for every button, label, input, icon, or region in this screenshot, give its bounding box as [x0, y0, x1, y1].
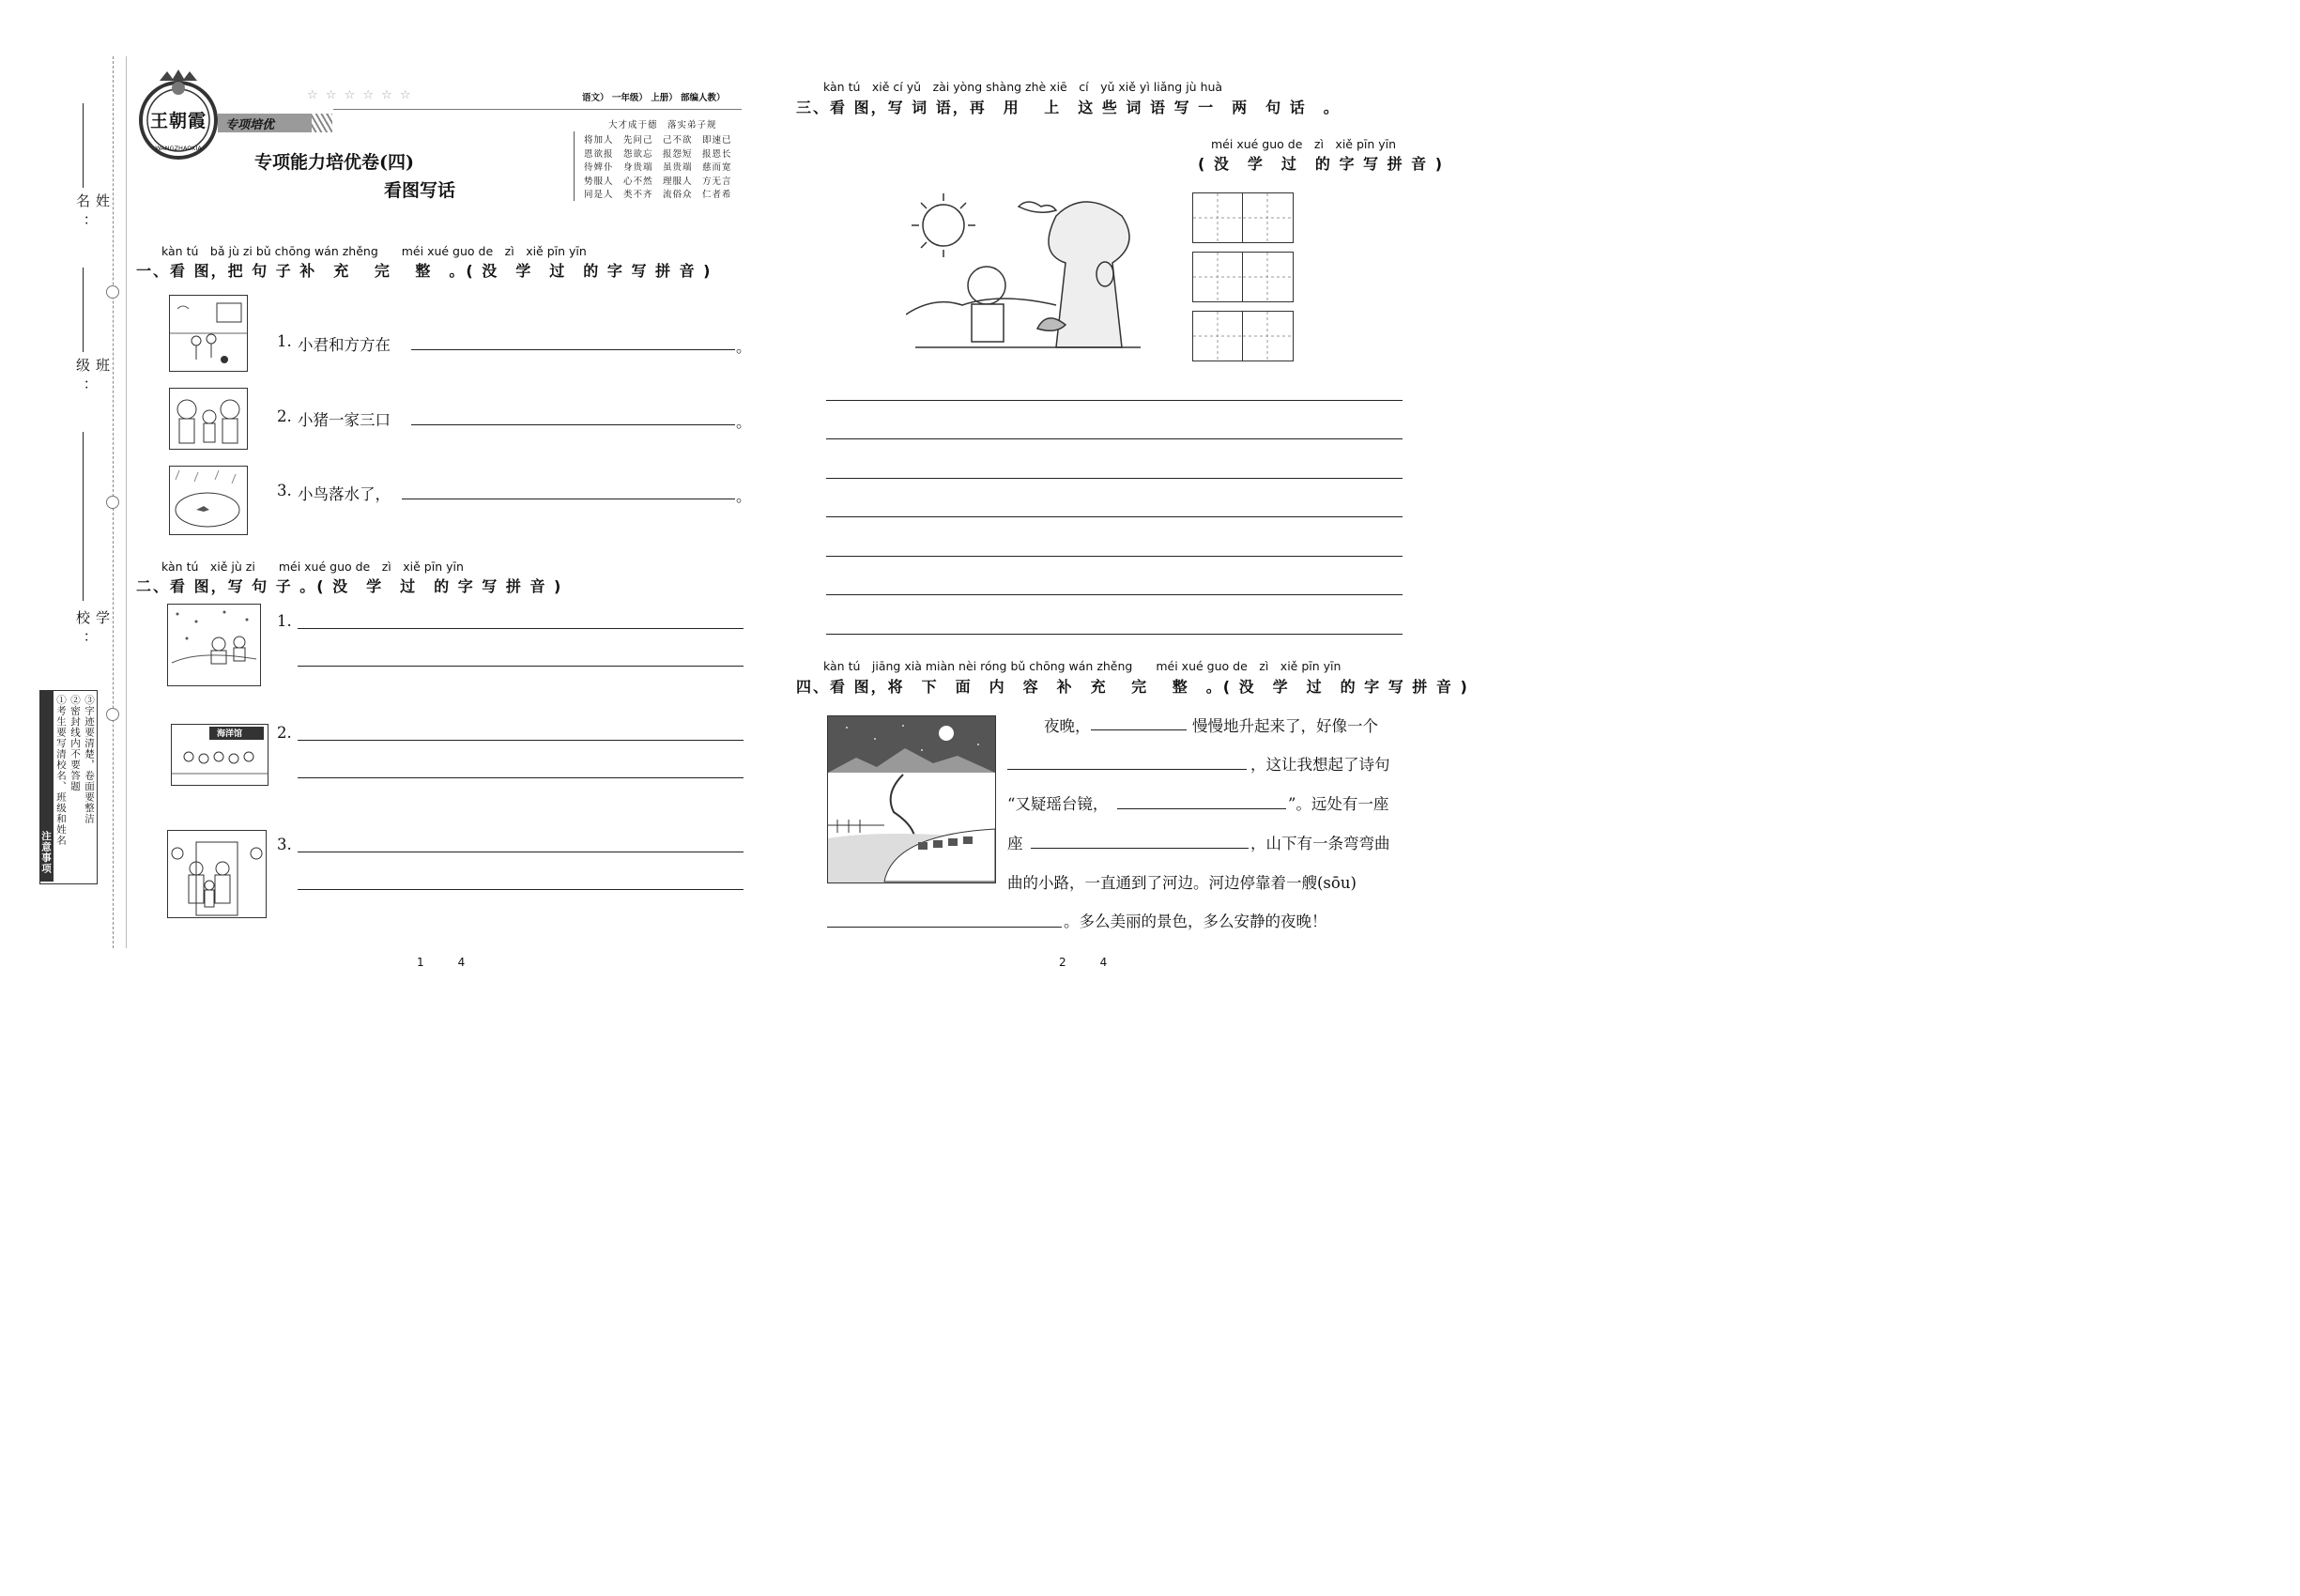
q1-item-num: 3. — [277, 482, 292, 499]
school-label: 学 校： — [74, 610, 111, 653]
q1-answer-line[interactable] — [411, 349, 735, 350]
difficulty-stars: ☆ ☆ ☆ ☆ ☆ ☆ — [307, 88, 413, 102]
q4-text-p1a: 夜晚， — [1044, 717, 1091, 735]
q3-word-grid[interactable] — [1192, 311, 1294, 361]
poem-row: 将加人 先问己 己不欲 即速已 — [584, 135, 732, 146]
q2-pinyin: kàn tú xiě jù zi méi xué guo de zì xiě pīn yīn — [161, 560, 464, 574]
notice-item: ②密封线内不要答题 — [69, 695, 81, 792]
q1-item-end: 。 — [736, 413, 752, 431]
notice-item: ③字迹要清楚，卷面要整洁 — [84, 695, 95, 824]
poem-row: 恩欲报 怨欲忘 报怨短 报恩长 — [584, 148, 732, 160]
q2-answer-line[interactable] — [298, 666, 744, 667]
q1-picture-bird — [169, 466, 248, 535]
page-title: 专项能力培优卷(四) — [254, 152, 414, 173]
q4-text-p1b: 慢慢地升起来了，好像一个 — [1192, 717, 1378, 735]
q2-item-num: 1. — [277, 612, 292, 630]
page-number-right: 2 4 — [1059, 956, 1108, 969]
q4-blank-2[interactable] — [1007, 769, 1247, 770]
tag-row: 语文） 一年级） 上册） 部编人教） — [582, 93, 726, 103]
header-rule — [333, 109, 742, 110]
q3-writing-line[interactable] — [826, 516, 1403, 517]
q2-answer-line[interactable] — [298, 777, 744, 778]
q4-blank-1[interactable] — [1091, 729, 1187, 730]
q4-text-p6: 。多么美丽的景色，多么安静的夜晚！ — [1064, 913, 1327, 930]
q3-writing-line[interactable] — [826, 400, 1403, 401]
q2-item-num: 3. — [277, 836, 292, 853]
grade-tag: 一年级 — [611, 93, 639, 103]
q3-note-pinyin: méi xué guo de zì xiě pīn yīn — [1211, 137, 1397, 151]
q4-blank-5[interactable] — [827, 927, 1062, 928]
q3-word-grid[interactable] — [1192, 192, 1294, 243]
class-field[interactable] — [68, 268, 111, 408]
q3-writing-line[interactable] — [826, 556, 1403, 557]
q4-text-p5: 曲的小路，一直通到了河边。河边停靠着一艘(sōu) — [1007, 874, 1357, 892]
margin-solid-line — [126, 56, 127, 948]
school-line — [83, 432, 84, 601]
q2-answer-line[interactable] — [298, 740, 744, 741]
q4-text-p2: ，这让我想起了诗句 — [1250, 756, 1390, 774]
q1-item-text: 小鸟落水了， — [298, 485, 391, 503]
poem-row: 待婢仆 身贵端 虽贵端 慈而宽 — [584, 162, 732, 173]
q3-title: 三、看 图，写 词 语，再 用 上 这 些 词 语 写 一 两 句 话 。 — [796, 99, 1341, 116]
subject-tag: 语文 — [582, 93, 601, 103]
q4-pinyin: kàn tú jiāng xià miàn nèi róng bǔ chōng wán zhěng méi xué guo de zì xiě pīn yīn — [823, 659, 1342, 673]
notice-box — [39, 690, 98, 884]
q1-picture-soccer — [169, 295, 248, 372]
q3-word-grid[interactable] — [1192, 252, 1294, 302]
q3-writing-line[interactable] — [826, 594, 1403, 595]
q1-title: 一、看 图，把 句 子 补 充 完 整 。( 没 学 过 的 字 写 拼 音 ) — [136, 262, 713, 280]
q1-item-num: 1. — [277, 332, 292, 350]
brand-logo — [131, 68, 225, 161]
q2-item-num: 2. — [277, 724, 292, 742]
q4-text-p3a: “又疑瑶台镜， — [1007, 795, 1109, 813]
poem-rule — [574, 131, 575, 201]
q3-writing-line[interactable] — [826, 478, 1403, 479]
seal-icon — [106, 496, 119, 509]
term-tag: 上册 — [651, 93, 669, 103]
q1-item-text: 小君和方方在 — [298, 336, 391, 354]
class-line — [83, 268, 84, 352]
logo-text: 王朝霞 — [149, 111, 207, 131]
poem-row: 同是人 类不齐 流俗众 仁者希 — [584, 190, 732, 200]
seal-icon — [106, 285, 119, 299]
q4-picture-night — [827, 715, 996, 883]
q4-text-p4a: 座 — [1007, 835, 1023, 852]
poem-row: 势服人 心不然 理服人 方无言 — [584, 176, 732, 187]
page-subtitle: 看图写话 — [384, 180, 456, 201]
q2-title: 二、看 图，写 句 子 。( 没 学 过 的 字 写 拼 音 ) — [136, 577, 563, 595]
q3-writing-line[interactable] — [826, 634, 1403, 635]
q1-item-end: 。 — [736, 487, 752, 505]
q2-answer-line[interactable] — [298, 889, 744, 890]
q2-pic-sign: 海洋馆 — [217, 729, 243, 739]
edition-tag: 部编人教 — [681, 93, 717, 103]
q4-blank-3[interactable] — [1117, 808, 1286, 809]
q2-picture-aquarium — [171, 724, 268, 786]
notice-item: ①考生要写清校名、班级和姓名 — [55, 695, 67, 846]
name-line — [83, 103, 84, 188]
q2-picture-snow — [167, 604, 261, 686]
class-label: 班 级： — [74, 358, 111, 401]
q4-text-p3b: ”。远处有一座 — [1288, 795, 1389, 813]
q3-note: ( 没 学 过 的 字 写 拼 音 ) — [1198, 155, 1445, 173]
q3-picture-forest — [906, 188, 1150, 361]
q4-blank-4[interactable] — [1031, 848, 1249, 849]
seal-icon — [106, 708, 119, 721]
name-label: 姓 名： — [74, 193, 111, 237]
name-field[interactable] — [68, 103, 111, 244]
q1-pinyin: kàn tú bǎ jù zi bǔ chōng wán zhěng méi xué guo de zì xiě pīn yīn — [161, 244, 587, 258]
q2-picture-family — [167, 830, 267, 918]
page-number-left: 1 4 — [417, 956, 466, 969]
q2-answer-line[interactable] — [298, 628, 744, 629]
q4-text-p4b: ，山下有一条弯弯曲 — [1250, 835, 1390, 852]
q1-item-num: 2. — [277, 407, 292, 425]
q1-answer-line[interactable] — [411, 424, 735, 425]
series-tag-stripes — [312, 114, 332, 132]
school-field[interactable] — [68, 432, 111, 676]
q4-title: 四、看 图，将 下 面 内 容 补 充 完 整 。( 没 学 过 的 字 写 拼 音 ) — [796, 678, 1469, 696]
q3-pinyin: kàn tú xiě cí yǔ zài yòng shàng zhè xiē cí yǔ xiě yì liǎng jù huà — [823, 80, 1223, 94]
q1-picture-pigs — [169, 388, 248, 450]
notice-title: 注意事项 — [40, 691, 54, 882]
logo-sub: WANGZHAOXIA — [155, 145, 202, 152]
q3-writing-line[interactable] — [826, 438, 1403, 439]
motto: 大才成于德 落实弟子规 — [608, 120, 717, 130]
q1-item-end: 。 — [736, 338, 752, 356]
q1-item-text: 小猪一家三口 — [298, 411, 391, 429]
poem-block — [584, 134, 732, 203]
series-tag: 专项培优 — [225, 118, 275, 132]
